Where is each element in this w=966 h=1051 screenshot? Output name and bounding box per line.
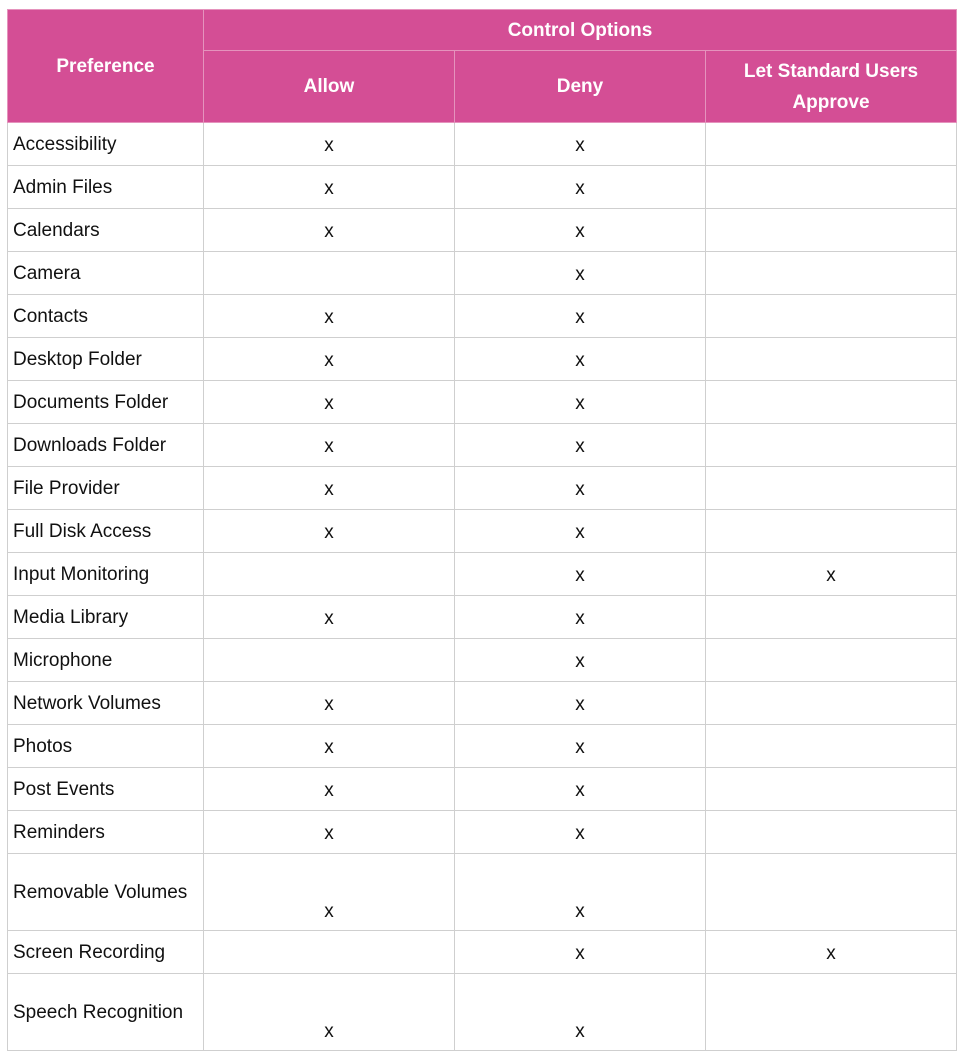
approve-cell bbox=[706, 639, 957, 682]
table-row bbox=[8, 725, 957, 768]
deny-cell: x bbox=[455, 209, 706, 252]
header-row-top bbox=[8, 10, 957, 51]
table-row bbox=[8, 338, 957, 381]
allow-cell: x bbox=[204, 424, 455, 467]
preference-cell: Network Volumes bbox=[8, 682, 204, 725]
allow-cell: x bbox=[204, 596, 455, 639]
deny-cell: x bbox=[455, 252, 706, 295]
approve-cell bbox=[706, 596, 957, 639]
approve-cell bbox=[706, 725, 957, 768]
table-row bbox=[8, 553, 957, 596]
control-options-table bbox=[7, 9, 957, 1051]
table-header bbox=[8, 10, 957, 123]
approve-cell bbox=[706, 123, 957, 166]
preference-cell: Calendars bbox=[8, 209, 204, 252]
preference-cell: Screen Recording bbox=[8, 931, 204, 974]
allow-cell bbox=[204, 553, 455, 596]
approve-cell: x bbox=[706, 931, 957, 974]
approve-cell bbox=[706, 381, 957, 424]
deny-cell: x bbox=[455, 510, 706, 553]
preference-cell: Contacts bbox=[8, 295, 204, 338]
allow-cell: x bbox=[204, 811, 455, 854]
allow-cell: x bbox=[204, 510, 455, 553]
deny-cell: x bbox=[455, 768, 706, 811]
allow-cell: x bbox=[204, 123, 455, 166]
allow-cell: x bbox=[204, 209, 455, 252]
allow-cell: x bbox=[204, 338, 455, 381]
table-body bbox=[8, 123, 957, 1051]
deny-cell: x bbox=[455, 467, 706, 510]
table-row bbox=[8, 381, 957, 424]
approve-cell bbox=[706, 510, 957, 553]
approve-cell bbox=[706, 467, 957, 510]
allow-cell: x bbox=[204, 682, 455, 725]
preference-cell: Camera bbox=[8, 252, 204, 295]
allow-cell bbox=[204, 639, 455, 682]
approve-header: Let Standard Users Approve bbox=[706, 51, 957, 123]
preference-cell: Accessibility bbox=[8, 123, 204, 166]
deny-cell: x bbox=[455, 931, 706, 974]
table-row bbox=[8, 467, 957, 510]
table-row bbox=[8, 209, 957, 252]
preference-cell: Downloads Folder bbox=[8, 424, 204, 467]
deny-cell: x bbox=[455, 424, 706, 467]
table-row bbox=[8, 639, 957, 682]
allow-cell: x bbox=[204, 854, 455, 931]
deny-cell: x bbox=[455, 725, 706, 768]
preference-cell: Admin Files bbox=[8, 166, 204, 209]
table-row bbox=[8, 811, 957, 854]
table-row bbox=[8, 510, 957, 553]
approve-cell bbox=[706, 424, 957, 467]
preference-cell: Reminders bbox=[8, 811, 204, 854]
table-row bbox=[8, 123, 957, 166]
allow-cell: x bbox=[204, 295, 455, 338]
deny-cell: x bbox=[455, 295, 706, 338]
control-options-header: Control Options bbox=[204, 10, 957, 51]
table-row bbox=[8, 252, 957, 295]
deny-cell: x bbox=[455, 682, 706, 725]
deny-cell: x bbox=[455, 639, 706, 682]
allow-cell bbox=[204, 252, 455, 295]
approve-cell bbox=[706, 811, 957, 854]
deny-cell: x bbox=[455, 553, 706, 596]
allow-header: Allow bbox=[204, 51, 455, 123]
table-row bbox=[8, 166, 957, 209]
approve-cell bbox=[706, 854, 957, 931]
deny-cell: x bbox=[455, 974, 706, 1051]
approve-cell bbox=[706, 338, 957, 381]
deny-cell: x bbox=[455, 381, 706, 424]
deny-header: Deny bbox=[455, 51, 706, 123]
allow-cell: x bbox=[204, 381, 455, 424]
allow-cell: x bbox=[204, 467, 455, 510]
allow-cell: x bbox=[204, 725, 455, 768]
table-row bbox=[8, 596, 957, 639]
approve-cell bbox=[706, 295, 957, 338]
table-row bbox=[8, 854, 957, 931]
allow-cell bbox=[204, 931, 455, 974]
allow-cell: x bbox=[204, 166, 455, 209]
preference-cell: Documents Folder bbox=[8, 381, 204, 424]
preference-header: Preference bbox=[8, 10, 204, 123]
allow-cell: x bbox=[204, 768, 455, 811]
preference-cell: Photos bbox=[8, 725, 204, 768]
preference-cell: Microphone bbox=[8, 639, 204, 682]
table-row bbox=[8, 682, 957, 725]
deny-cell: x bbox=[455, 123, 706, 166]
approve-cell bbox=[706, 252, 957, 295]
allow-cell: x bbox=[204, 974, 455, 1051]
control-options-table-container bbox=[7, 9, 956, 1051]
deny-cell: x bbox=[455, 596, 706, 639]
deny-cell: x bbox=[455, 166, 706, 209]
approve-cell bbox=[706, 682, 957, 725]
approve-cell bbox=[706, 209, 957, 252]
preference-cell: Removable Volumes bbox=[8, 854, 204, 931]
preference-cell: Full Disk Access bbox=[8, 510, 204, 553]
deny-cell: x bbox=[455, 811, 706, 854]
preference-cell: Media Library bbox=[8, 596, 204, 639]
preference-cell: Speech Recognition bbox=[8, 974, 204, 1051]
table-row bbox=[8, 295, 957, 338]
deny-cell: x bbox=[455, 854, 706, 931]
approve-cell: x bbox=[706, 553, 957, 596]
approve-cell bbox=[706, 768, 957, 811]
preference-cell: Desktop Folder bbox=[8, 338, 204, 381]
table-row bbox=[8, 931, 957, 974]
preference-cell: Input Monitoring bbox=[8, 553, 204, 596]
preference-cell: Post Events bbox=[8, 768, 204, 811]
deny-cell: x bbox=[455, 338, 706, 381]
approve-cell bbox=[706, 166, 957, 209]
table-row bbox=[8, 424, 957, 467]
table-row bbox=[8, 974, 957, 1051]
preference-cell: File Provider bbox=[8, 467, 204, 510]
approve-cell bbox=[706, 974, 957, 1051]
table-row bbox=[8, 768, 957, 811]
